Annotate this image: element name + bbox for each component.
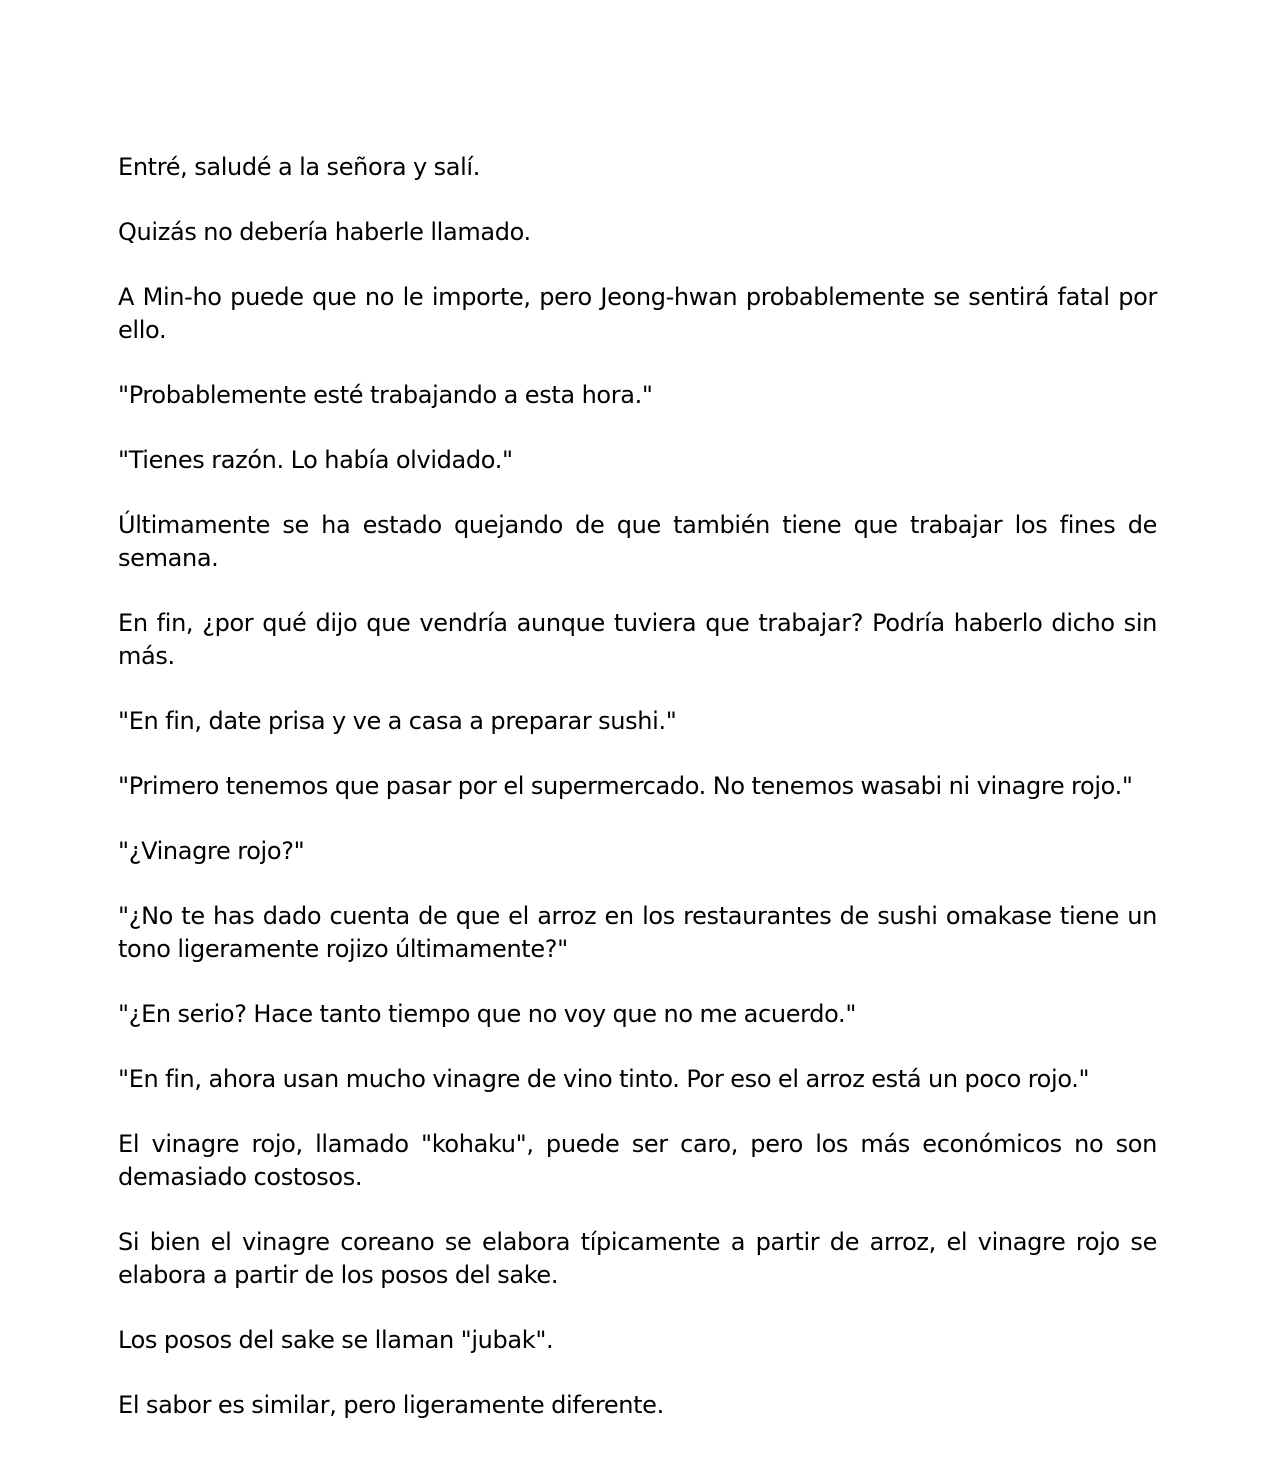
paragraph-12: "¿En serio? Hace tanto tiempo que no voy que no me acuerdo." [118, 1000, 857, 1028]
paragraph-7: En fin, ¿por qué dijo que vendría aunque tuviera que trabajar? Podría haberlo dicho sin más. [118, 609, 1157, 670]
paragraph-1: Entré, saludé a la señora y salí. [118, 153, 481, 181]
paragraph-9: "Primero tenemos que pasar por el supermercado. No tenemos wasabi ni vinagre rojo." [118, 772, 1133, 800]
paragraph-6: Últimamente se ha estado quejando de que también tiene que trabajar los fines de semana. [118, 511, 1157, 572]
paragraph-17: El sabor es similar, pero ligeramente diferente. [118, 1391, 664, 1419]
paragraph-5: "Tienes razón. Lo había olvidado." [118, 446, 513, 474]
paragraph-13: "En fin, ahora usan mucho vinagre de vino tinto. Por eso el arroz está un poco rojo." [118, 1065, 1090, 1093]
paragraph-10: "¿Vinagre rojo?" [118, 837, 305, 865]
paragraph-14: El vinagre rojo, llamado "kohaku", puede ser caro, pero los más económicos no son demasiado costosos. [118, 1130, 1157, 1191]
paragraph-4: "Probablemente esté trabajando a esta hora." [118, 381, 653, 409]
paragraph-15: Si bien el vinagre coreano se elabora típicamente a partir de arroz, el vinagre rojo se elabora a partir de los posos del sake. [118, 1228, 1157, 1289]
paragraph-16: Los posos del sake se llaman "jubak". [118, 1326, 554, 1354]
paragraph-2: Quizás no debería haberle llamado. [118, 218, 531, 246]
paragraph-3: A Min-ho puede que no le importe, pero Jeong-hwan probablemente se sentirá fatal por ello. [118, 283, 1157, 344]
document-body [118, 151, 1157, 1454]
paragraph-11: "¿No te has dado cuenta de que el arroz en los restaurantes de sushi omakase tiene un tono ligeramente rojizo últimamente?" [118, 902, 1157, 963]
paragraph-8: "En fin, date prisa y ve a casa a preparar sushi." [118, 707, 677, 735]
